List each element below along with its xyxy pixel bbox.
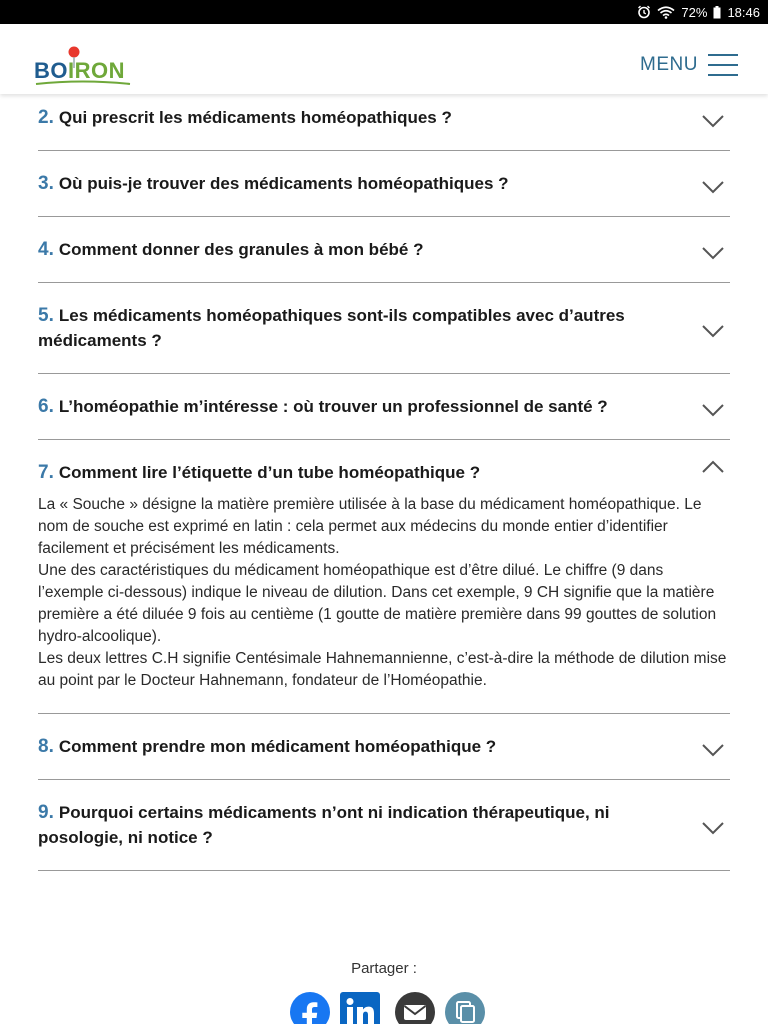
boiron-logo[interactable] — [34, 46, 134, 86]
chevron-down-icon — [702, 403, 724, 417]
menu-label: MENU — [640, 54, 698, 75]
clock: 18:46 — [727, 4, 760, 20]
battery-percent: 72% — [681, 4, 708, 20]
faq-question: 2. Qui prescrit les médicaments homéopathiques ? — [38, 107, 452, 128]
faq-number: 5. — [38, 305, 54, 326]
faq-item-6[interactable] — [38, 374, 730, 440]
faq-item-4[interactable] — [38, 217, 730, 283]
chevron-down-icon — [702, 821, 724, 835]
faq-item-2[interactable] — [38, 94, 730, 151]
chevron-down-icon — [702, 743, 724, 757]
faq-question: 5. Les médicaments homéopathiques sont-ils compatibles avec d’autres médicaments ? — [38, 305, 625, 350]
faq-item-8[interactable] — [38, 714, 730, 780]
site-header — [0, 24, 768, 94]
share-label: Partager : — [351, 960, 417, 977]
share-section — [0, 960, 768, 977]
menu-button[interactable] — [640, 54, 738, 76]
chevron-down-icon — [702, 180, 724, 194]
alarm-icon — [637, 5, 651, 19]
faq-question: 8. Comment prendre mon médicament homéopathique ? — [38, 736, 497, 757]
faq-number: 6. — [38, 396, 54, 417]
faq-item-5[interactable] — [38, 283, 730, 374]
chevron-down-icon — [702, 114, 724, 128]
faq-question: 4. Comment donner des granules à mon bébé ? — [38, 239, 424, 260]
faq-item-7[interactable] — [38, 440, 730, 714]
answer-paragraph: La « Souche » désigne la matière première utilisée à la base du médicament homéopathique. Le nom de souche est exprimé en latin : cela permet aux médecins du monde entier d’identifier facilement et précisément les médicaments. — [38, 496, 702, 557]
hamburger-icon — [708, 54, 738, 76]
share-icons — [290, 992, 490, 1024]
copy-icon[interactable] — [445, 992, 485, 1024]
faq-list — [38, 94, 730, 871]
faq-number: 9. — [38, 802, 54, 823]
answer-paragraph: Une des caractéristiques du médicament homéopathique est d’être dilué. Le chiffre (9 dans l’exemple ci-dessous) indique le niveau de dilution. Dans cet exemple, 9 CH signifie que la matière première a été diluée 9 fois au centième (1 goutte de matière première dans 99 gouttes de solution hydro-alcoolique). — [38, 562, 717, 645]
faq-number: 2. — [38, 107, 54, 128]
logo-wordmark: BOIRON — [34, 58, 125, 83]
wifi-icon — [657, 6, 675, 19]
faq-item-9[interactable] — [38, 780, 730, 871]
chevron-down-icon — [702, 246, 724, 260]
answer-paragraph: Les deux lettres C.H signifie Centésimale Hahnemannienne, c’est-à-dire la méthode de dilution mise au point par le Docteur Hahnemann, fondateur de l’Homéopathie. — [38, 650, 727, 689]
faq-question: 7. Comment lire l’étiquette d’un tube homéopathique ? — [38, 462, 481, 483]
faq-number: 8. — [38, 736, 54, 757]
faq-number: 4. — [38, 239, 54, 260]
logo-swoosh-icon — [34, 80, 132, 86]
faq-question: 3. Où puis-je trouver des médicaments homéopathiques ? — [38, 173, 509, 194]
faq-question: 9. Pourquoi certains médicaments n’ont ni indication thérapeutique, ni posologie, ni notice ? — [38, 802, 610, 847]
faq-item-3[interactable] — [38, 151, 730, 217]
faq-number: 3. — [38, 173, 54, 194]
battery-icon — [713, 6, 721, 19]
faq-question: 6. L’homéopathie m’intéresse : où trouver un professionnel de santé ? — [38, 396, 608, 417]
email-icon[interactable] — [395, 992, 435, 1024]
linkedin-icon[interactable] — [340, 992, 380, 1024]
faq-number: 7. — [38, 462, 54, 483]
facebook-icon[interactable] — [290, 992, 330, 1024]
status-bar — [0, 0, 768, 24]
faq-answer — [38, 494, 730, 692]
chevron-down-icon — [702, 324, 724, 338]
chevron-up-icon — [702, 460, 724, 474]
